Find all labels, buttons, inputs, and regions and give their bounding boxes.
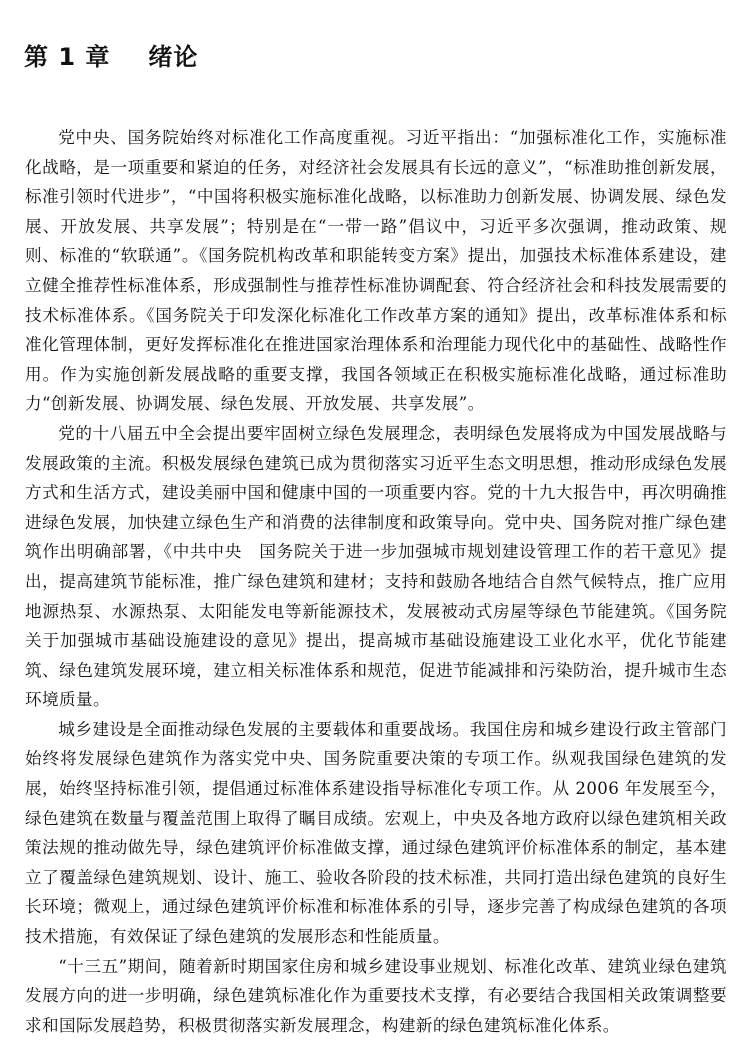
- body-text: [25, 123, 727, 1040]
- paragraph-4: “十三五”期间，随着新时期国家住房和城乡建设事业规划、标准化改革、建筑业绿色建筑发展方向的进一步明确，绿色建筑标准化作为重要技术支撑，有必要结合我国相关政策调整要求和国际发展趋势，积极贯彻落实新发展理念，构建新的绿色建筑标准化体系。: [25, 956, 727, 1035]
- paragraph-2: 党的十八届五中全会提出要牢固树立绿色发展理念，表明绿色发展将成为中国发展战略与发展政策的主流。积极发展绿色建筑已成为贯彻落实习近平生态文明思想，推动形成绿色发展方式和生活方式，建设美丽中国和健康中国的一项重要内容。党的十九大报告中，再次明确推进绿色发展，加快建立绿色生产和消费的法律制度和政策导向。党中央、国务院对推广绿色建筑作出明确部署，《中共中央 国务院关于进一步加强城市规划建设管理工作的若干意见》提出，提高建筑节能标准，推广绿色建筑和建材；支持和鼓励各地结合自然气候特点，推广应用地源热泵、水源热泵、太阳能发电等新能源技术，发展被动式房屋等绿色节能建筑。《国务院关于加强城市基础设施建设的意见》提出，提高城市基础设施建设工业化水平，优化节能建筑、绿色建筑发展环境，建立相关标准体系和规范，促进节能减排和污染防治，提升城市生态环境质量。: [25, 423, 727, 710]
- chapter-title: 绪论: [148, 43, 199, 71]
- paragraph-3: 城乡建设是全面推动绿色发展的主要载体和重要战场。我国住房和城乡建设行政主管部门始终将发展绿色建筑作为落实党中央、国务院重要决策的专项工作。纵观我国绿色建筑的发展，始终坚持标准引领，提倡通过标准体系建设指导标准化专项工作。从 2006 年发展至今，绿色建筑在数量与覆盖范围上取得了瞩目成绩。宏观上，中央及各地方政府以绿色建筑相关政策法规的推动做先导，绿色建筑评价标准做支撑，通过绿色建筑评价标准体系的制定，基本建立了覆盖绿色建筑规划、设计、施工、验收各阶段的技术标准，共同打造出绿色建筑的良好生长环境；微观上，通过绿色建筑评价标准和标准体系的引导，逐步完善了构成绿色建筑的各项技术措施，有效保证了绿色建筑的发展形态和性能质量。: [25, 719, 727, 947]
- paragraph-1: 党中央、国务院始终对标准化工作高度重视。习近平指出：“加强标准化工作，实施标准化战略，是一项重要和紧迫的任务，对经济社会发展具有长远的意义”，“标准助推创新发展，标准引领时代进步”，“中国将积极实施标准化战略，以标准助力创新发展、协调发展、绿色发展、开放发展、共享发展”；特别是在“一带一路”倡议中，习近平多次强调，推动政策、规则、标准的“软联通”。《国务院机构改革和职能转变方案》提出，加强技术标准体系建设，建立健全推荐性标准体系，形成强制性与推荐性标准协调配套、符合经济社会和科技发展需要的技术标准体系。《国务院关于印发深化标准化工作改革方案的通知》提出，改革标准体系和标准化管理体制，更好发挥标准化在推进国家治理体系和治理能力现代化中的基础性、战略性作用。作为实施创新发展战略的重要支撑，我国各领域正在积极实施标准化战略，通过标准助力“创新发展、协调发展、绿色发展、开放发展、共享发展”。: [25, 128, 727, 414]
- chapter-number: 第 1 章: [24, 43, 111, 71]
- chapter-heading: [24, 40, 198, 74]
